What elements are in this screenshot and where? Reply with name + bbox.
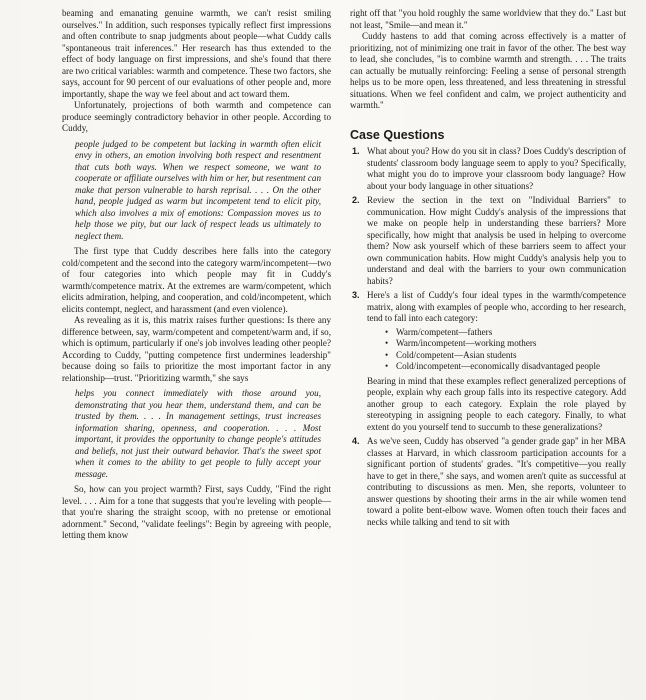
category-bullet-list xyxy=(367,327,626,373)
bullet-text: Cold/incompetent—economically disadvantaged people xyxy=(396,361,601,371)
case-questions-list xyxy=(350,146,626,528)
question-number: 4. xyxy=(352,436,360,446)
question-text: Here's a list of Cuddy's four ideal types in the warmth/competence matrix, along with examples of people who, according to her research, tend to fall into each category: xyxy=(367,290,626,323)
question-number: 1. xyxy=(352,146,360,156)
question-text: What about you? How do you sit in class? Does Cuddy's description of students' classroom body language seem to apply to you? Specifically, what might you do to improve your classroom body language? How about your body language in other situations? xyxy=(367,146,626,191)
bullet-item xyxy=(367,327,626,339)
right-column xyxy=(350,8,626,531)
block-quote: helps you connect immediately with those around you, demonstrating that you hear them, understand them, and can be trusted by them. . . . In management settings, trust increases information sharing, openness, and cooperation. . . . Most important, it provides the opportunity to change people's attitudes and beliefs, not just their outward behavior. That's the sweet spot when it comes to the ability to get people to fully accept your message. xyxy=(75,388,321,479)
bullet-item xyxy=(367,361,626,373)
section-heading: Case Questions xyxy=(350,127,445,142)
paragraph: Cuddy hastens to add that coming across effectively is a matter of prioritizing, not of minimizing one trait in favor of the other. The best way to lead, she concludes, "is to combine warmth and strength. . . . The traits can actually be mutually reinforcing: Feeling a sense of personal strength helps us to be more open, less threatened, and less threatening in stressful situations. When we feel confident and calm, we project authenticity and warmth." xyxy=(350,31,626,110)
bullet-text: Warm/incompetent—working mothers xyxy=(396,338,537,348)
question-number: 2. xyxy=(352,195,360,205)
question-text: Review the section in the text on "Individual Barriers" to communication. How might Cuddy's analysis of the impressions that we make on people help in understanding these barriers? More specifically, how might that analysis be used in helping to overcome them? Now ask yourself which of these barriers seem to affect your own communication habits. How might Cuddy's analysis help you to understand and deal with the barriers to your own communication habits? xyxy=(367,195,626,286)
bullet-text: Warm/competent—fathers xyxy=(396,326,493,337)
bullet-icon: • xyxy=(385,338,389,348)
bullet-item xyxy=(367,350,626,362)
bullet-icon: • xyxy=(385,326,389,337)
paragraph: Unfortunately, projections of both warmth and competence can produce seemingly contradictory behavior in other people. According to Cuddy, xyxy=(62,100,331,133)
bullet-item xyxy=(367,338,626,350)
case-question xyxy=(350,195,626,287)
bullet-text: Cold/competent—Asian students xyxy=(396,349,517,360)
case-question xyxy=(350,290,626,433)
bullet-icon: • xyxy=(385,361,389,371)
paragraph: So, how can you project warmth? First, says Cuddy, "Find the right level. . . . Aim for a tone that suggests that you're leveling with people—that you're sharing the straight scoop, with no pretense or emotional adornment." Second, "validate feelings": Begin by agreeing with people, letting them know xyxy=(62,484,331,540)
paragraph: right off that "you hold roughly the same worldview that they do." Last but not least, "Smile—and mean it." xyxy=(350,8,626,30)
case-question xyxy=(350,436,626,528)
paragraph: As revealing as it is, this matrix raises further questions: Is there any difference between, say, warm/competent and competent/warm and, if so, which is optimum, particularly if one's job involves leading other people? According to Cuddy, "putting competence first undermines leadership" because doing so fails to prioritize the most important factor in any relationship—trust. "Prioritizing warmth," she says xyxy=(62,315,331,383)
block-quote: people judged to be competent but lacking in warmth often elicit envy in others, an emotion involving both respect and resentment that cuts both ways. When we respect someone, we want to cooperate or affiliate ourselves with him or her, but resentment can make that person vulnerable to harsh reprisal. . . . On the other hand, people judged as warm but incompetent tend to elicit pity, which also involves a mix of emotions: Compassion moves us to help those we pity, but our lack of respect leads us ultimately to neglect them. xyxy=(75,138,321,241)
paragraph: beaming and emanating genuine warmth, we can't resist smiling ourselves." In addition, such responses typically reflect first impressions and often contribute to snap judgments about people—what Cuddy calls "spontaneous trait inferences." Her research has thus extended to the effect of body language on first impressions, and she's found that there are two critical variables: warmth and competence. These two factors, she says, account for 90 percent of our evaluations of other people and, more importantly, shape the way we feel about and act toward them. xyxy=(62,8,331,99)
question-number: 3. xyxy=(352,290,360,300)
question-continuation: Bearing in mind that these examples reflect generalized perceptions of people, explain why each group falls into its respective category. Add another group to each category. Explain the role played by stereotyping in assigning people to each category. Finally, to what extent do you yourself tend to succumb to these generalizations? xyxy=(367,375,626,432)
left-column xyxy=(62,8,331,542)
case-question xyxy=(350,146,626,192)
paragraph: The first type that Cuddy describes here falls into the category cold/competent and the second into the category warm/incompetent—two of four categories into which people may fit in Cuddy's warmth/competence matrix. At the extremes are warm/competent, which elicits admiration, helping, and cooperation, and cold/incompetent, which elicits contempt, neglect, and harassment (and even violence). xyxy=(62,246,331,314)
question-text: As we've seen, Cuddy has observed "a gender grade gap" in her MBA classes at Harvard, in which classroom participation accounts for a significant portion of students' grades. "It's competitive—you really have to get in there," she says, and women aren't quite as successful at contributing to discussions as men. Men, she reports, volunteer to answer questions by shooting their arms in the air while women tend toward a polite bent-elbow wave. Women often touch their faces and necks while talking and tend to sit with xyxy=(367,436,626,527)
bullet-icon: • xyxy=(385,349,389,360)
